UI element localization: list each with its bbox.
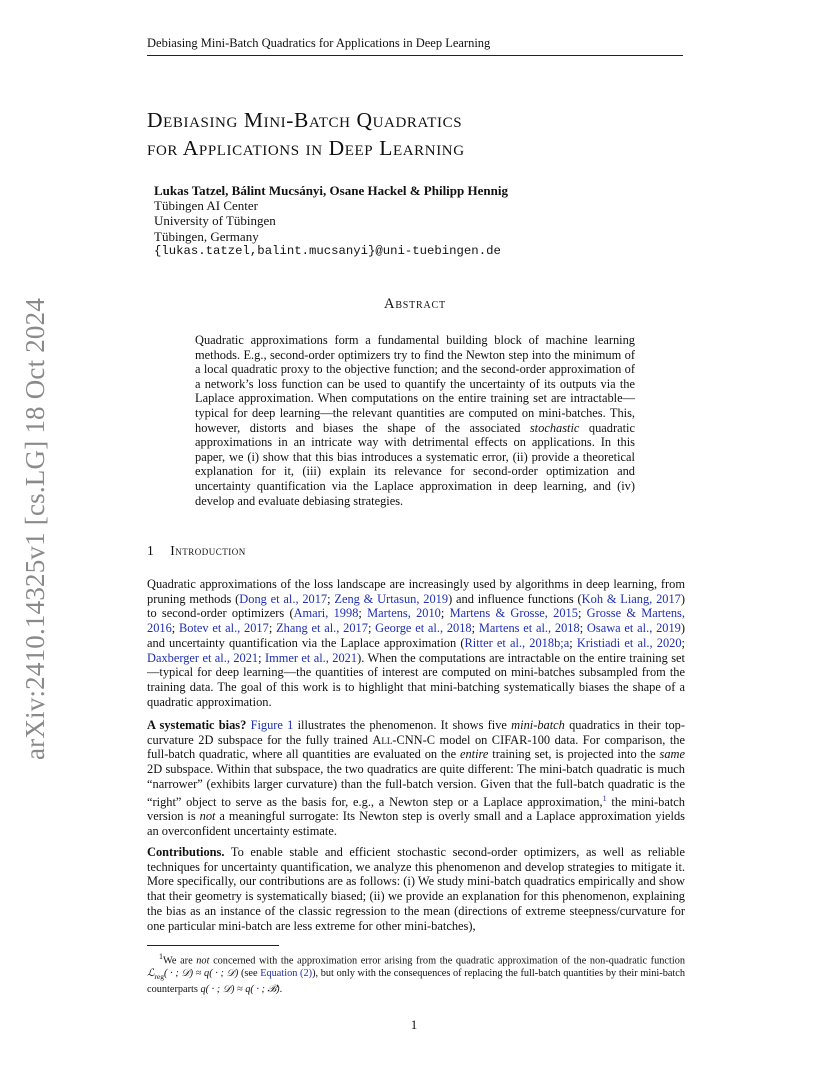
citation-link[interactable]: Martens et al., 2018 <box>478 621 580 636</box>
affiliation-university: University of Tübingen <box>154 213 276 229</box>
section-number: 1 <box>147 543 155 558</box>
text-run: ). When the computations are intractable on the entire training set—typical for deep learning—the quantities of interest are computed on mini-batches subsampled from the training data. The goal of this work is to highlight that mini-batching systematically biases the shape of a quadratic approximation. <box>147 650 685 709</box>
figure-link[interactable]: Figure 1 <box>250 718 294 732</box>
emphasis: not <box>199 809 216 824</box>
section-heading-introduction <box>147 543 246 559</box>
text-run: ; <box>358 606 368 621</box>
author-email[interactable]: {lukas.tatzel,balint.mucsanyi}@uni-tuebingen.de <box>154 243 501 258</box>
text-run: We are <box>163 955 197 967</box>
text-run: . <box>279 983 283 995</box>
citation-link[interactable]: George et al., 2018 <box>375 621 472 636</box>
abstract-text <box>195 333 635 508</box>
math-symbol: ℒ <box>147 968 155 980</box>
math-subscript: reg <box>154 972 164 982</box>
citation-link[interactable]: Botev et al., 2017 <box>179 621 269 636</box>
running-head: Debiasing Mini-Batch Quadratics for Applications in Deep Learning <box>147 36 683 56</box>
affiliation-location: Tübingen, Germany <box>154 228 259 244</box>
emphasis: entire <box>459 747 489 762</box>
text-run: quadratics in their top-curvature 2D subspace for the fully trained <box>147 718 685 747</box>
footnote-divider <box>147 945 279 946</box>
text-run: ; <box>367 621 376 636</box>
citation-link[interactable]: Martens, 2010 <box>367 606 441 621</box>
citation-link[interactable]: Grosse & Martens, 2016 <box>147 606 685 636</box>
affiliation-center: Tübingen AI Center <box>154 198 258 214</box>
author-names: Lukas Tatzel, Bálint Mucsányi, Osane Hackel & Philipp Hennig <box>154 183 508 198</box>
footnote-1 <box>147 951 685 996</box>
text-run: training set, is projected into the <box>488 747 660 762</box>
author-block <box>154 183 674 259</box>
citation-link[interactable]: Koh & Liang, 2017 <box>581 591 681 606</box>
text-run: ; <box>171 621 180 636</box>
text-run: a meaningful surrogate: Its Newton step is overly small and a Laplace approximation yields an overconfident uncertainty estimate. <box>147 809 686 839</box>
citation-link[interactable]: Dong et al., 2017 <box>239 591 328 606</box>
text-run: ; <box>258 650 265 665</box>
intro-paragraph-2 <box>147 718 685 839</box>
footnote-number: 1 <box>159 952 163 961</box>
citation-link[interactable]: Daxberger et al., 2021 <box>147 650 259 665</box>
text-run: ), but only with the consequences of replacing the full-batch quantities by their mini-batch counterparts <box>147 968 685 995</box>
arxiv-identifier: arXiv:2410.14325v1 [cs.LG] 18 Oct 2024 <box>20 297 50 760</box>
footnote-marker[interactable]: 1 <box>602 793 607 803</box>
text-run: ; <box>577 606 587 621</box>
text-run: ; <box>268 621 277 636</box>
text-run: concerned with the approximation error arising from the quadratic approximation of the non-quadratic function <box>209 955 685 967</box>
text-run: Quadratic approximations of the loss landscape are increasingly used by algorithms in deep learning, from pruning methods ( <box>147 577 685 606</box>
text-run: ; <box>579 621 587 636</box>
equation-link[interactable]: Equation (2) <box>260 968 313 980</box>
citation-link[interactable]: Amari, 1998 <box>293 606 359 621</box>
text-run: ; <box>440 606 450 621</box>
text-run: ; <box>681 635 685 650</box>
paragraph-lead: Contributions. <box>147 845 225 859</box>
citation-link[interactable]: Zhang et al., 2017 <box>276 621 368 636</box>
abstract-part: Quadratic approximations form a fundamental building block of machine learning methods. E.g., second-order optimizers try to find the Newton step into the minimum of a local quadratic proxy to the objective function; and the second-order approximation of a network’s loss function can be used to quantify the uncertainty of its outputs via the Laplace approximation. When computations on the entire training set are intractable—typical for deep learning—the relevant quantities are computed on mini-batches. This, however, distorts and biases the shape of the associated <box>195 333 635 435</box>
math-expression: q( · ; 𝒟) ≈ q( · ; ℬ) <box>200 983 280 995</box>
section-title: Introduction <box>170 543 246 558</box>
abstract-heading: Abstract <box>384 296 446 312</box>
paper-title <box>147 106 687 162</box>
citation-link[interactable]: Osawa et al., 2019 <box>586 621 681 636</box>
math-expression: ( · ; 𝒟) ≈ q( · ; 𝒟) <box>164 968 239 980</box>
text-run: ) to second-order optimizers ( <box>147 591 686 621</box>
text-run: model on CIFAR-100 data. For comparison, the full-batch quadratic, where all quantities are evaluated on the <box>147 732 685 762</box>
title-line-1: Debiasing Mini-Batch Quadratics <box>147 108 463 132</box>
emphasis: mini-batch <box>511 718 565 732</box>
intro-paragraph-1 <box>147 577 685 709</box>
text-run: ; <box>327 591 335 606</box>
abstract-part: quadratic approximations in an intricate way with detrimental effects on applications. In this paper, we (i) show that this bias introduces a systematic error, (ii) provide a theoretical explanation for it, (iii) explain its relevance for second-order optimization and uncertainty quantification via the Laplace approximation in deep learning, and (iv) develop and evaluate debiasing strategies. <box>195 420 635 508</box>
emphasis: same <box>659 747 685 762</box>
intro-paragraph-3 <box>147 845 685 933</box>
text-run: ; <box>471 621 479 636</box>
citation-link[interactable]: Kristiadi et al., 2020 <box>576 635 682 650</box>
paragraph-lead: A systematic bias? <box>147 718 247 732</box>
text-run: ) and uncertainty quantification via the Laplace approximation ( <box>147 621 685 650</box>
page-number: 1 <box>410 1017 418 1032</box>
citation-link[interactable]: Zeng & Urtasun, 2019 <box>334 591 449 606</box>
citation-link[interactable]: Martens & Grosse, 2015 <box>449 606 578 621</box>
abstract-emphasis: stochastic <box>529 420 580 435</box>
title-line-2: for Applications in Deep Learning <box>147 136 465 160</box>
text-run: (see <box>238 968 261 980</box>
citation-link[interactable]: Immer et al., 2021 <box>264 650 358 665</box>
text-run: ; <box>569 635 577 650</box>
text-run: To enable stable and efficient stochastic second-order optimizers, as well as reliable techniques for uncertainty quantification, we analyze this phenomenon and develop strategies to mitigate it. More specifically, our contributions are as follows: (i) We study mini-batch quadratics empirically and show that their geometry is systematically biased; (ii) we provide an explanation for this phenomenon, explaining the bias as an instance of the classic regression to the mean (directions of extreme steepness/curvature for one particular mini-batch are less extreme for other mini-batches), <box>147 845 685 933</box>
model-name: All-CNN-C <box>372 732 436 747</box>
citation-link[interactable]: Ritter et al., 2018b;a <box>464 635 570 650</box>
text-run: ) and influence functions ( <box>448 591 582 606</box>
emphasis: not <box>196 955 210 967</box>
text-run: the mini-batch version is <box>147 794 685 824</box>
text-run: illustrates the phenomenon. It shows five <box>293 718 512 732</box>
text-run: 2D subspace. Within that subspace, the two quadratics are quite different: The mini-batch quadratic is much “narrower” (exhibits larger curvature) than the full-batch version. Given that the full-batch quadratic is the “right” object to serve as the basis for, e.g., a Newton step or a Laplace approximation, <box>147 762 685 809</box>
